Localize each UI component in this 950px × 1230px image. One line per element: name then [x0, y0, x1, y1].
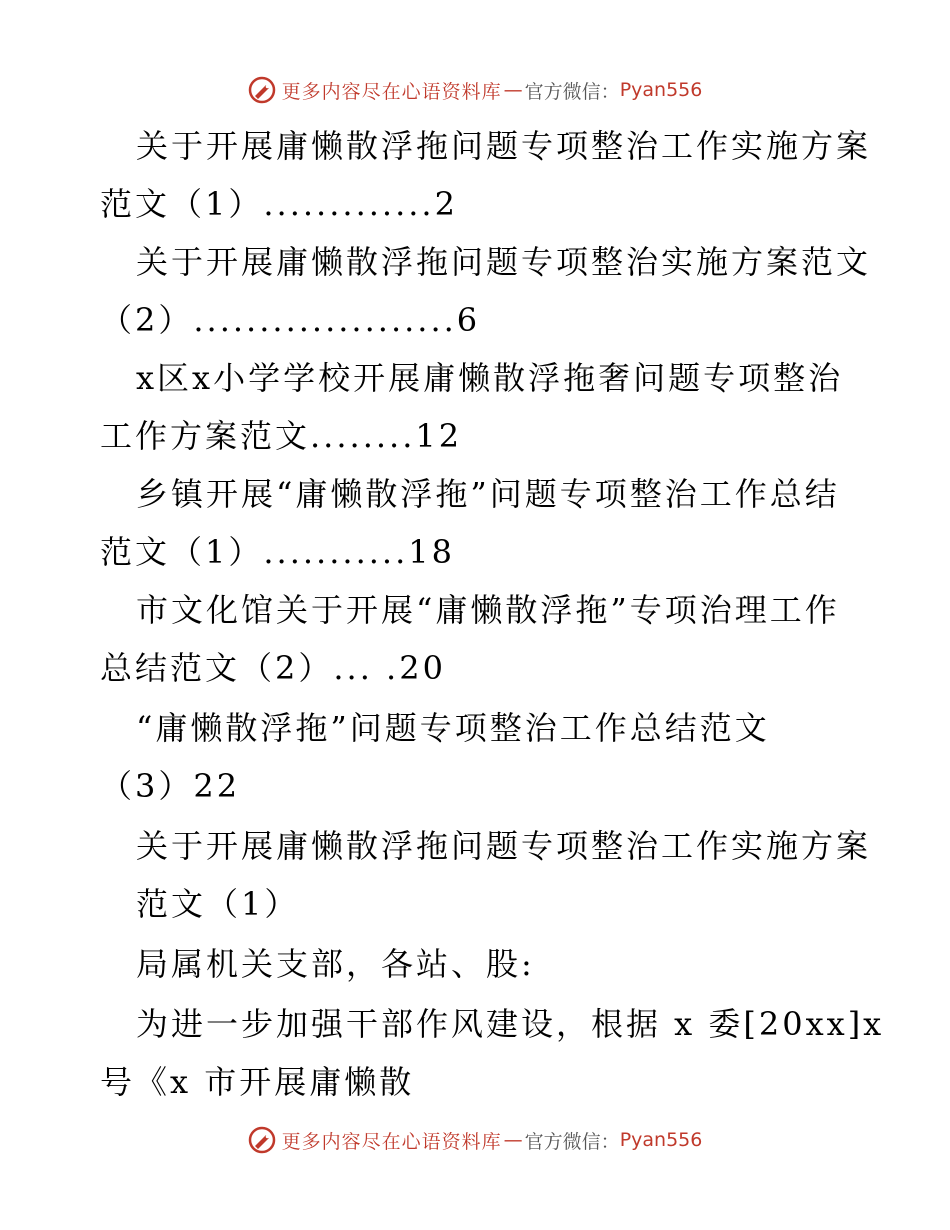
header-wechat-label: 官方微信：	[524, 80, 620, 103]
toc-entry-2-line2: （2）....................6	[100, 301, 481, 339]
header-wechat-id: Pyan556	[619, 79, 703, 101]
pen-nib-logo-icon	[248, 76, 276, 104]
toc-entry-3-line2: 工作方案范文........12	[100, 417, 463, 455]
footer-wechat-id: Pyan556	[619, 1129, 703, 1151]
toc-entry-1-line2: 范文（1）.............2	[100, 185, 458, 223]
footer-wechat-label: 官方微信：	[524, 1130, 620, 1153]
page-footer	[0, 1120, 950, 1160]
toc-entry-3-line1: x区x小学学校开展庸懒散浮拖奢问题专项整治	[136, 359, 844, 397]
header-separator: —	[503, 79, 523, 101]
toc-entry-2-line1: 关于开展庸懒散浮拖问题专项整治实施方案范文	[136, 243, 872, 281]
toc-entry-4-line2: 范文（1）...........18	[100, 533, 455, 571]
pen-nib-logo-icon	[248, 1126, 276, 1154]
toc-entry-6-line1: “庸懒散浮拖”问题专项整治工作总结范文	[136, 709, 770, 747]
salutation: 局属机关支部，各站、股:	[136, 945, 535, 983]
toc-entry-1-line1: 关于开展庸懒散浮拖问题专项整治工作实施方案	[136, 127, 872, 165]
footer-separator: —	[503, 1129, 523, 1151]
section-title-line1: 关于开展庸懒散浮拖问题专项整治工作实施方案	[136, 827, 872, 865]
page-header	[0, 70, 950, 110]
paragraph-line1: 为进一步加强干部作风建设，根据 x 委[20xx]x	[136, 1005, 885, 1043]
section-title-line2: 范文（1）	[136, 885, 300, 923]
toc-entry-5-line2: 总结范文（2）... .20	[100, 649, 446, 687]
footer-brand-text: 更多内容尽在心语资料库	[281, 1130, 502, 1153]
toc-entry-6-line2: （3）22	[100, 767, 241, 805]
toc-entry-4-line1: 乡镇开展“庸懒散浮拖”问题专项整治工作总结	[136, 475, 840, 513]
header-brand-text: 更多内容尽在心语资料库	[281, 80, 502, 103]
toc-entry-5-line1: 市文化馆关于开展“庸懒散浮拖”专项治理工作	[136, 591, 840, 629]
paragraph-line2: 号《x 市开展庸懒散	[100, 1063, 415, 1101]
